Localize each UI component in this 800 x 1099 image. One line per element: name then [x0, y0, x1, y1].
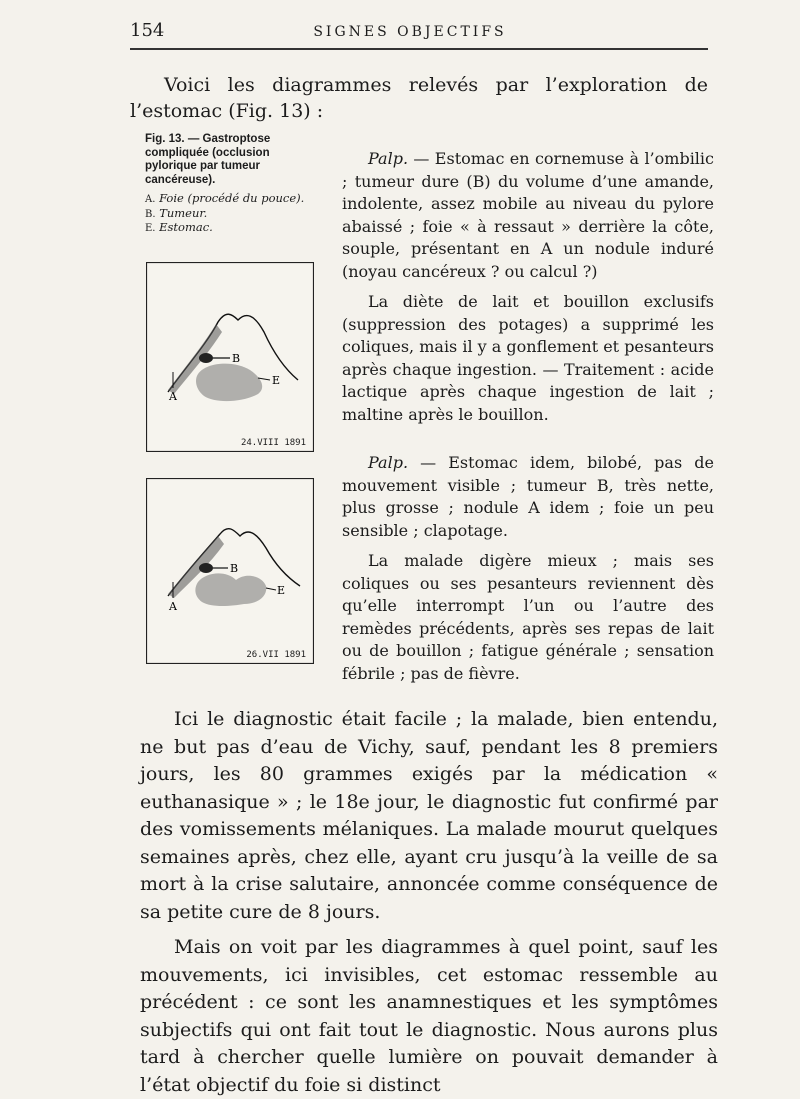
- intro-paragraph: Voici les diagrammes relevés par l’exploration de l’estomac (Fig. 13) :: [130, 74, 708, 122]
- legend-key: E.: [145, 223, 156, 234]
- entry-1: [342, 148, 714, 426]
- diagram-date: 24.VIII 1891: [240, 438, 306, 448]
- figure-caption: [145, 133, 320, 236]
- page-number: 154: [130, 20, 165, 41]
- diagram-label-tumour: B: [230, 562, 239, 575]
- diagram-date: 26.VII 1891: [246, 650, 306, 660]
- palp-label: Palp.: [368, 453, 409, 472]
- palp-label: Palp.: [368, 149, 409, 168]
- legend-text: Tumeur.: [159, 205, 208, 220]
- palpation-paragraph: [342, 148, 714, 283]
- stomach-diagram-illustration: [146, 262, 314, 452]
- diagram-1: [146, 262, 314, 452]
- diagram-label-stomach: E: [277, 584, 286, 597]
- progress-note: La malade digère mieux ; mais ses coliques ou ses pesanteurs reviennent dès qu’elle interrompt l’un ou l’autre des remèdes précédents, après ses repas de lait ou de bouillon ; fatigue générale ; sensation fébrile ; pas de fièvre.: [342, 551, 714, 683]
- palp-text: — Estomac idem, bilobé, pas de mouvement visible ; tumeur B, très nette, plus grosse ; nodule A idem ; foie un peu sensible ; clapotage.: [342, 453, 714, 540]
- diagram-2: [146, 478, 314, 664]
- legend-text: Foie (procédé du pouce).: [159, 191, 305, 205]
- figure-title: Fig. 13. — Gastroptose compliquée (occlusion pylorique par tumeur cancéreuse).: [145, 133, 271, 186]
- diagram-label-liver: A: [169, 390, 177, 403]
- entry-2: [342, 452, 714, 685]
- body-text: [140, 706, 718, 1099]
- treatment-note: La diète de lait et bouillon exclusifs (suppression des potages) a supprimé les coliques, mais il y a gonflement et pesanteurs après chaque ingestion. — Traitement : acide lactique après chaque ingestion de lait ; maltine après le bouillon.: [342, 292, 715, 424]
- legend-text: Estomac.: [159, 220, 213, 234]
- running-head: SIGNES OBJECTIFS: [313, 24, 507, 40]
- diagram-label-tumour: B: [232, 352, 241, 365]
- legend-key: B.: [145, 208, 156, 220]
- legend-item-tumour: [145, 207, 320, 222]
- palp-text: — Estomac en cornemuse à l’ombilic ; tumeur dure (B) du volume d’une amande, indolente, assez mobile au niveau du pylore abaissé ; foie « à ressaut » derrière la côte, souple, présentant en A un nodule induré (noyau cancéreux ? ou calcul ?): [342, 149, 714, 281]
- body-paragraph: Mais on voit par les diagrammes à quel point, sauf les mouvements, ici invisibles, cet estomac ressemble au précédent : ce sont les anamnestiques et les symptômes subjectifs qui ont fait tout le diagnostic. Nous aurons plus tard à chercher quelle lumière on pouvait demander à l’état objectif du foie si distinct: [140, 936, 718, 1096]
- diagram-label-liver: A: [169, 600, 177, 613]
- figure-legend: [145, 192, 320, 236]
- legend-item-liver: [145, 192, 320, 207]
- body-paragraph: Ici le diagnostic était facile ; la malade, bien entendu, ne but pas d’eau de Vichy, sauf, pendant les 8 premiers jours, les 80 grammes exigés par la médication « euthanasique » ; le 18e jour, le diagnostic fut confirmé par des vomissements mélaniques. La malade mourut quelques semaines après, chez elle, ayant cru jusqu’à la veille de sa mort à la crise salutaire, annoncée comme conséquence de sa petite cure de 8 jours.: [140, 708, 718, 923]
- legend-item-stomach: [145, 221, 320, 236]
- header-rule: [130, 48, 708, 50]
- palpation-paragraph: [342, 452, 714, 542]
- diagram-label-stomach: E: [272, 374, 281, 387]
- stomach-diagram-illustration: [146, 478, 314, 664]
- legend-key: A.: [145, 194, 156, 205]
